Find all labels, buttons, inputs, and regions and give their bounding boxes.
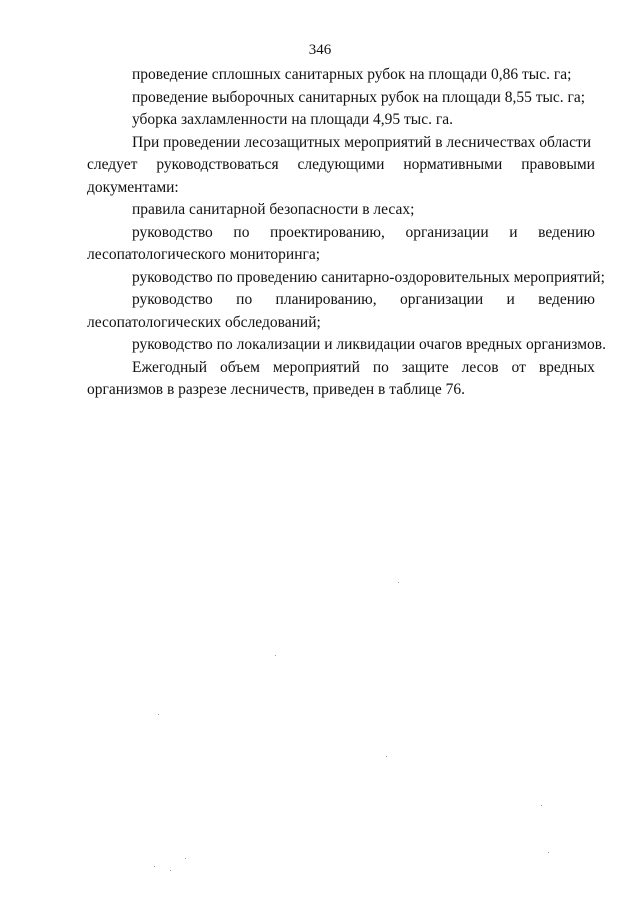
word: организации (405, 223, 489, 241)
word: от (511, 358, 526, 376)
word: руководство (132, 223, 213, 241)
list-item-debris-removal: уборка захламленности на площади 4,95 тыс. га. (132, 111, 453, 128)
word: Ежегодный (132, 358, 208, 376)
word: руководствоваться (156, 156, 279, 173)
scan-speck (548, 852, 549, 853)
scan-speck (275, 655, 276, 656)
list-item-sanitary-rules: правила санитарной безопасности в лесах; (132, 201, 415, 218)
list-item-continuation: лесопатологических обследований; (87, 313, 321, 331)
word: проектированию, (270, 223, 385, 241)
list-item-monitoring-guide (87, 222, 595, 245)
word: и (506, 291, 515, 308)
word: следующими (297, 156, 385, 173)
paragraph-line: документами: (87, 178, 179, 196)
list-item-survey-guide (87, 289, 595, 312)
scan-speck (541, 805, 542, 806)
scan-speck (185, 858, 186, 859)
word: лесов (461, 358, 499, 376)
scan-speck (170, 870, 171, 871)
scan-speck (386, 756, 387, 757)
word: по (233, 223, 250, 241)
paragraph-line (87, 357, 595, 380)
list-item-localization-guide: руководство по локализации и ликвидации очагов вредных организмов. (132, 336, 606, 353)
page-number: 346 (308, 42, 332, 58)
paragraph-line: При проведении лесозащитных мероприятий в лесничествах области (132, 133, 592, 151)
word: правовыми (521, 156, 595, 173)
body-text (87, 64, 606, 402)
word: ведению (538, 223, 595, 241)
scan-speck (158, 714, 159, 715)
paragraph-line (87, 154, 595, 177)
word: объем (219, 358, 260, 376)
word: ведению (538, 291, 595, 308)
paragraph-line: организмов в разрезе лесничеств, приведен в таблице 76. (87, 381, 466, 398)
word: нормативными (403, 156, 503, 173)
list-item-sanitary-measures-guide: руководство по проведению санитарно-оздоровительных мероприятий; (132, 268, 605, 286)
word: по (236, 291, 253, 308)
word: и (509, 223, 518, 241)
list-item-continuation: лесопатологического мониторинга; (87, 246, 321, 263)
scan-speck (154, 866, 155, 867)
list-item-selective-felling: проведение выборочных санитарных рубок на площади 8,55 тыс. га; (132, 88, 586, 106)
word: планированию, (275, 291, 377, 308)
word: мероприятий (272, 358, 360, 376)
scan-speck (398, 582, 399, 583)
word: защите (401, 358, 449, 376)
word: руководство (132, 291, 213, 308)
word: по (372, 358, 389, 376)
word: вредных (538, 358, 595, 376)
word: следует (87, 156, 138, 173)
word: организации (399, 291, 484, 308)
list-item-clear-felling: проведение сплошных санитарных рубок на площади 0,86 тыс. га; (132, 66, 572, 83)
